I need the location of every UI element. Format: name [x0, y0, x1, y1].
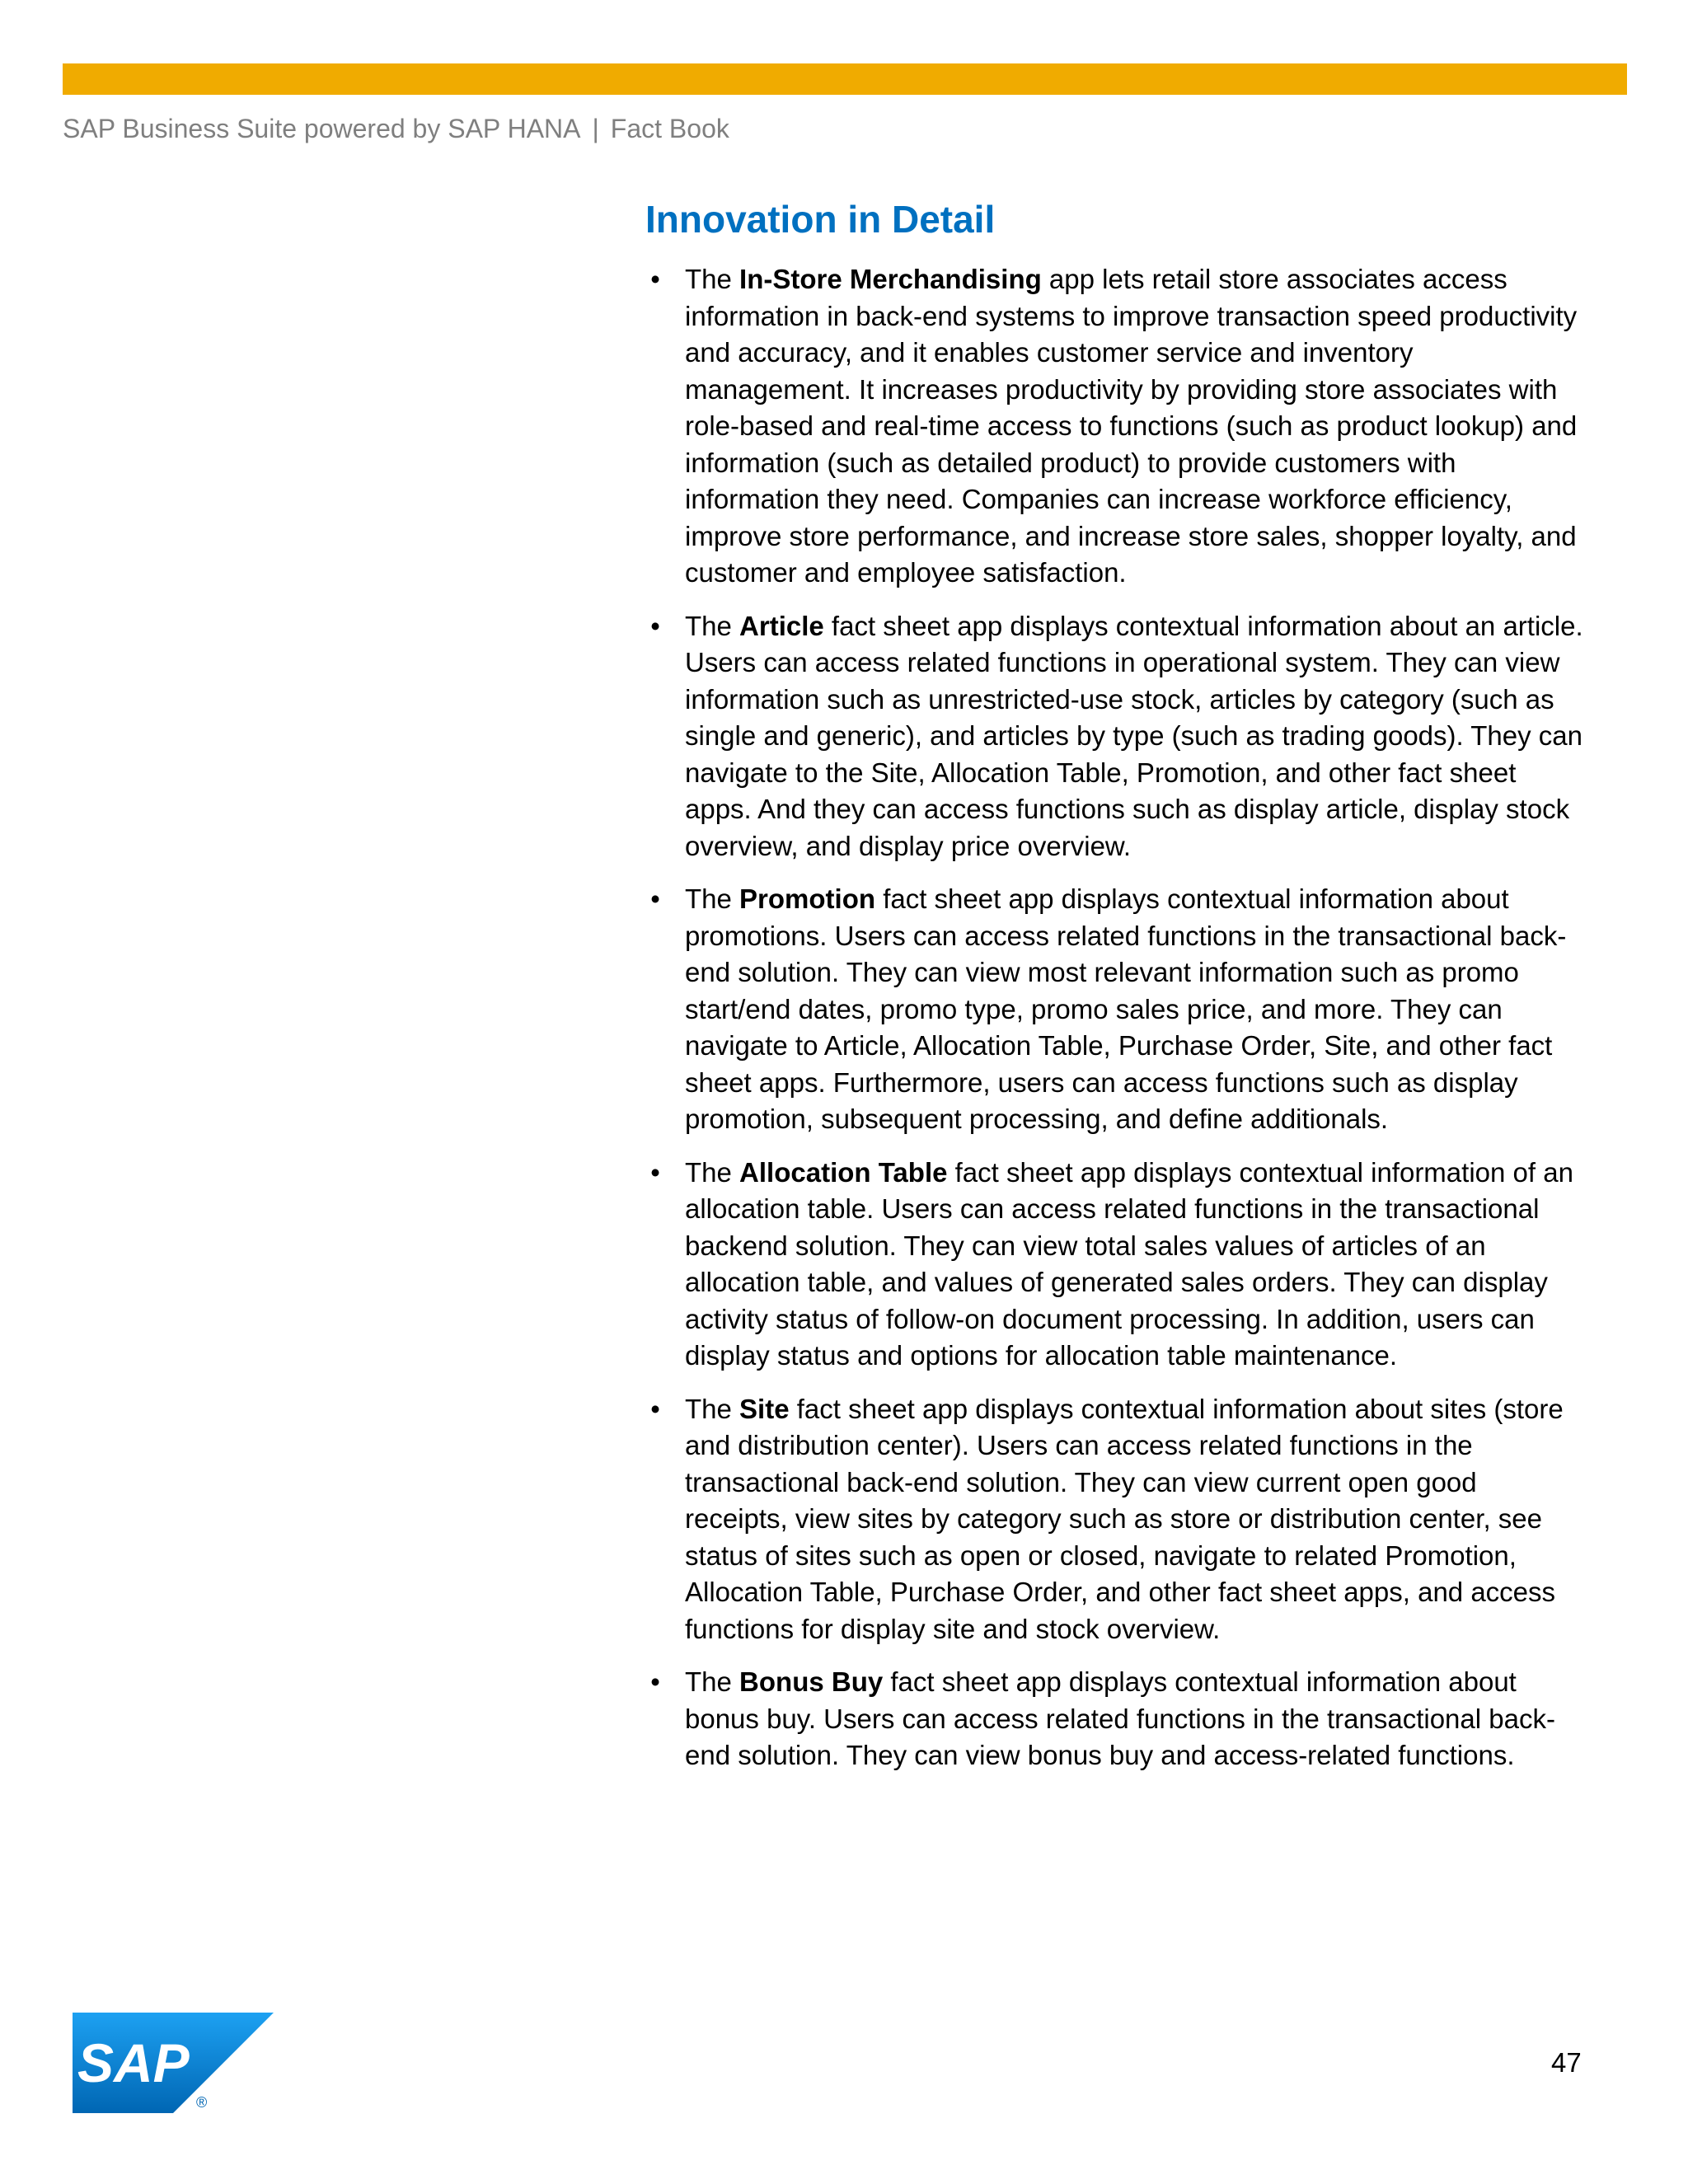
- bullet-list: [645, 261, 1585, 1791]
- bullet-item-bonus-buy: [645, 1664, 1585, 1774]
- bullet-lead: The: [685, 1156, 740, 1188]
- sap-logo: [73, 2013, 274, 2113]
- bullet-app-name: Promotion: [739, 883, 876, 914]
- bullet-description: fact sheet app displays contextual information of an allocation table. Users can access related functions in the transactional backend solution. They can view total sales values of articles of an allocation table, and values of generated sales orders. They can display activity status of follow-on document processing. In addition, users can display status and options for allocation table maintenance.: [685, 1156, 1573, 1371]
- bullet-app-name: Allocation Table: [739, 1156, 948, 1188]
- bullet-text: [685, 1391, 1585, 1648]
- bullet-text: [685, 261, 1585, 592]
- bullet-description: app lets retail store associates access information in back-end systems to improve transaction speed productivity and accuracy, and it enables customer service and inventory management. It increases productivity by providing store associates with role-based and real-time access to functions (such as product lookup) and information (such as detailed product) to provide customers with information they need. Companies can increase workforce efficiency, improve store performance, and increase store sales, shopper loyalty, and customer and employee satisfaction.: [685, 264, 1578, 588]
- bullet-lead: The: [685, 264, 740, 294]
- bullet-text: [685, 881, 1585, 1138]
- header-document-title: SAP Business Suite powered by SAP HANA: [63, 114, 581, 143]
- registered-mark: ®: [196, 2094, 208, 2111]
- bullet-item-allocation-table: [645, 1155, 1585, 1375]
- bullet-text: [685, 608, 1585, 865]
- bullet-text: [685, 1155, 1585, 1375]
- bullet-text: [685, 1664, 1585, 1774]
- bullet-item-promotion: [645, 881, 1585, 1138]
- bullet-lead: The: [685, 1666, 740, 1697]
- bullet-app-name: Site: [739, 1393, 790, 1424]
- top-accent-bar: [63, 63, 1627, 95]
- bullet-item-in-store-merchandising: [645, 261, 1585, 592]
- bullet-description: fact sheet app displays contextual information about bonus buy. Users can access related functions in the transactional back-end solution. They can view bonus buy and access-related functions.: [685, 1666, 1555, 1770]
- bullet-lead: The: [685, 610, 740, 641]
- page-number: 47: [1551, 2047, 1582, 2078]
- bullet-description: fact sheet app displays contextual information about an article. Users can access related functions in operational system. They can view information such as unrestricted-use stock, articles by category (such as single and generic), and articles by type (such as trading goods). They can navigate to the Site, Allocation Table, Promotion, and other fact sheet apps. And they can access functions such as display article, display stock overview, and display price overview.: [685, 610, 1583, 861]
- bullet-icon: •: [650, 610, 660, 641]
- bullet-description: fact sheet app displays contextual information about promotions. Users can access related functions in the transactional back-end solution. They can view most relevant information such as promo start/end dates, promo type, promo sales price, and more. They can navigate to Article, Allocation Table, Purchase Order, Site, and other fact sheet apps. Furthermore, users can access functions such as display promotion, subsequent processing, and define additionals.: [685, 883, 1567, 1134]
- header-separator: |: [592, 114, 599, 143]
- header-book-name: Fact Book: [610, 114, 729, 143]
- page-title: Innovation in Detail: [645, 198, 996, 241]
- bullet-description: fact sheet app displays contextual information about sites (store and distribution center). Users can access related functions in the transactional back-end solution. They can view current open good receipts, view sites by category such as store or distribution center, see status of sites such as open or closed, navigate to related Promotion, Allocation Table, Purchase Order, and other fact sheet apps, and access functions for display site and stock overview.: [685, 1393, 1564, 1644]
- running-header: [63, 114, 729, 144]
- bullet-lead: The: [685, 883, 740, 914]
- bullet-item-article: [645, 608, 1585, 865]
- bullet-item-site: [645, 1391, 1585, 1648]
- bullet-icon: •: [650, 883, 660, 914]
- bullet-icon: •: [650, 1156, 660, 1188]
- bullet-icon: •: [650, 1666, 660, 1697]
- bullet-app-name: Article: [739, 610, 824, 641]
- bullet-icon: •: [650, 1393, 660, 1424]
- bullet-icon: •: [650, 264, 660, 294]
- sap-logo-text: SAP: [77, 2032, 190, 2093]
- bullet-app-name: Bonus Buy: [739, 1666, 884, 1697]
- bullet-app-name: In-Store Merchandising: [739, 264, 1042, 294]
- bullet-lead: The: [685, 1393, 740, 1424]
